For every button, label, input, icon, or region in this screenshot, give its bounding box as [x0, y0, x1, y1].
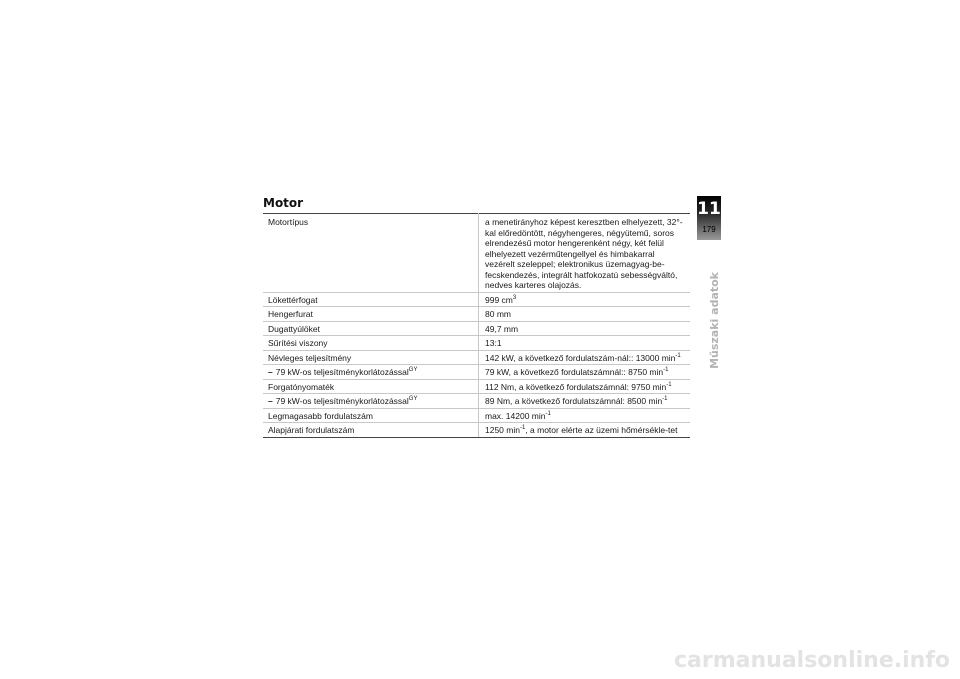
dash-marker: – [268, 396, 273, 406]
chapter-tab [697, 196, 721, 240]
spec-value: 80 mm [479, 307, 691, 322]
spec-value: 13:1 [479, 336, 691, 351]
spec-label: Dugattyúlöket [263, 321, 479, 336]
spec-label: Névleges teljesítmény [263, 350, 479, 365]
table-row [263, 423, 690, 438]
spec-value: 142 kW, a következő fordulatszám-nál:: 13000 $\min^{-1}$ [479, 350, 691, 365]
watermark: carmanualsonline.info [674, 648, 950, 673]
spec-label: Sűrítési viszony [263, 336, 479, 351]
table-row [263, 394, 690, 409]
spec-label: Alapjárati fordulatszám [263, 423, 479, 438]
table-row [263, 214, 690, 293]
spec-label: Hengerfurat [263, 307, 479, 322]
chapter-number: 11 [697, 199, 721, 219]
page-number: 179 [702, 225, 716, 234]
spec-label: Lökettérfogat [263, 292, 479, 307]
chapter-label: Műszaki adatok [708, 272, 721, 369]
table-row [263, 321, 690, 336]
table-row [263, 379, 690, 394]
spec-value: a menetirányhoz képest keresztben elhelyezett, 32°-kal előredöntött, négyhengeres, négyütemű, soros elrendezésű motor hengerenként négy, két felül elhelyezett vezérműtengellyel és himbakarral vezérelt szeleppel; elektronikus üzemagyag-be-fecskendezés, integrált hatfokozatú sebességváltó, nedves karteres olajozás. [479, 214, 691, 293]
spec-table [263, 213, 690, 438]
table-row [263, 365, 690, 380]
table-row [263, 336, 690, 351]
spec-label: Forgatónyomaték [263, 379, 479, 394]
spec-value: 79 kW, a következő fordulatszámnál:: 8750 $\min^{-1}$ [479, 365, 691, 380]
dash-marker: – [268, 367, 273, 377]
table-row [263, 307, 690, 322]
spec-value: 999 $cm^3$ [479, 292, 691, 307]
spec-value: 89 Nm, a következő fordulatszámnál: 8500 $\min^{-1}$ [479, 394, 691, 409]
spec-label: – 79 kW-os teljesítménykorlátozással$^{GY}$ [263, 365, 479, 380]
spec-value: 1250 $\min^{-1}$, a motor elérte az üzemi hőmérsékle-tet [479, 423, 691, 438]
table-row [263, 350, 690, 365]
spec-value: max. 14200 $\min^{-1}$ [479, 408, 691, 423]
section-title: Motor [263, 196, 304, 210]
spec-value: 49,7 mm [479, 321, 691, 336]
spec-label: Legmagasabb fordulatszám [263, 408, 479, 423]
table-row [263, 408, 690, 423]
spec-value: 112 Nm, a következő fordulatszámnál: 9750 $\min^{-1}$ [479, 379, 691, 394]
table-row [263, 292, 690, 307]
spec-label: – 79 kW-os teljesítménykorlátozással$^{GY}$ [263, 394, 479, 409]
spec-label: Motortípus [263, 214, 479, 293]
